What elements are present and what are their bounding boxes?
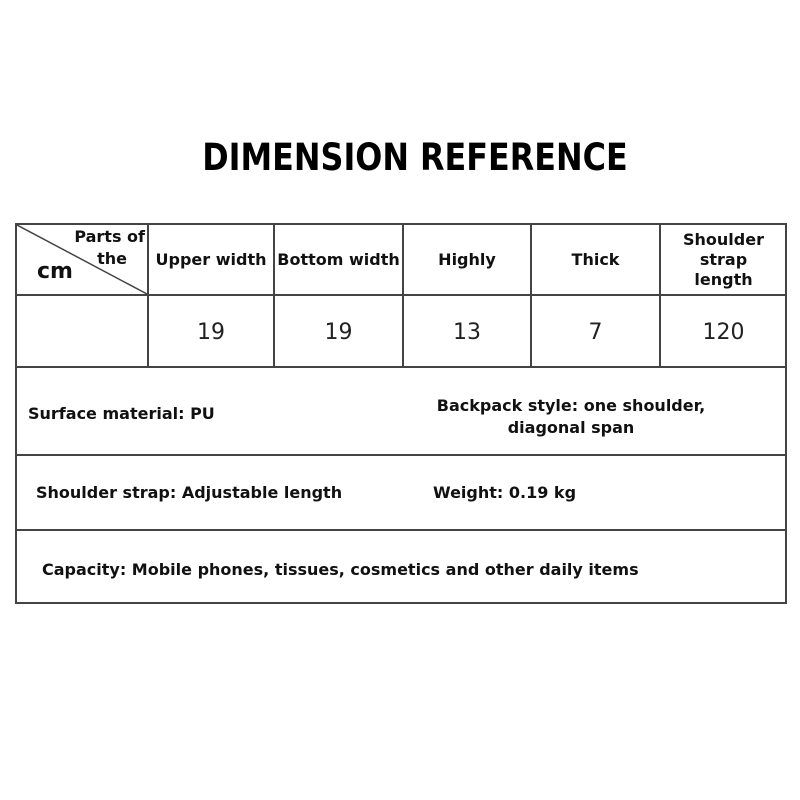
table-rule-strap — [17, 529, 785, 531]
header-thick — [531, 225, 660, 295]
shoulder-strap-text: Shoulder strap: Adjustable length — [36, 483, 343, 502]
capacity-text: Capacity: Mobile phones, tissues, cosmetics and other daily items — [42, 560, 639, 579]
header-thick-label: Thick — [571, 250, 620, 269]
header-shoulder-strap-line1: Shoulder strap — [683, 230, 764, 269]
header-shoulder-strap-line2: length — [694, 270, 753, 289]
corner-parts-label — [69, 226, 145, 270]
page-title: DIMENSION REFERENCE — [202, 136, 628, 179]
corner-parts-line1: Parts of — [74, 227, 145, 246]
value-highly: 13 — [453, 320, 481, 345]
corner-header-cell — [17, 225, 148, 295]
dimension-table — [15, 223, 787, 604]
surface-material-text: Surface material: PU — [28, 404, 215, 423]
header-upper-width-label: Upper width — [155, 250, 267, 269]
table-rule-material — [17, 454, 785, 456]
header-bottom-width — [274, 225, 403, 295]
value-thick: 7 — [588, 320, 603, 345]
weight-text: Weight: 0.19 kg — [433, 483, 577, 502]
header-highly — [403, 225, 531, 295]
value-upper-width: 19 — [197, 320, 225, 345]
corner-parts-line2: the — [97, 249, 127, 268]
backpack-style-text — [436, 395, 706, 439]
backpack-style-line1: Backpack style: one shoulder, — [436, 396, 706, 415]
value-shoulder-strap-length: 120 — [702, 320, 745, 345]
corner-unit-label: cm — [37, 259, 73, 284]
header-highly-label: Highly — [438, 250, 496, 269]
header-bottom-width-label: Bottom width — [277, 250, 400, 269]
value-bottom-width: 19 — [324, 320, 353, 345]
header-upper-width — [148, 225, 274, 295]
backpack-style-line2: diagonal span — [507, 418, 635, 437]
header-shoulder-strap-length — [660, 225, 787, 295]
